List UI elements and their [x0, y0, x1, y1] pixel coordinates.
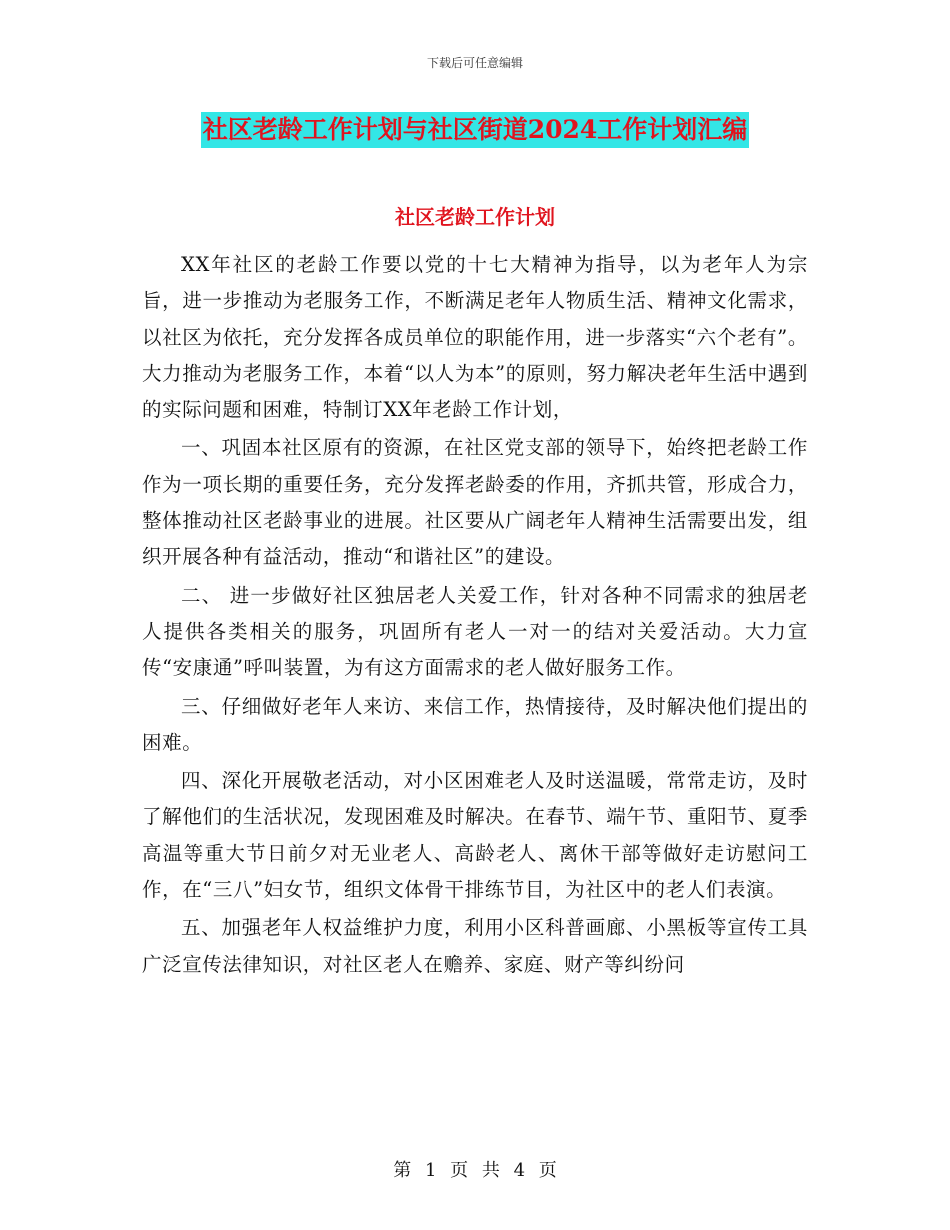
document-body	[142, 247, 808, 985]
footer-total-prefix: 共	[481, 1160, 500, 1181]
footer-suffix: 页	[538, 1160, 557, 1181]
paragraph-item-4: 四、深化开展敬老活动，对小区困难老人及时送温暖，常常走访，及时了解他们的生活状况，发现困难及时解决。在春节、端午节、重阳节、夏季高温等重大节日前夕对无业老人、高龄老人、离休干部等做好走访慰问工作，在“三八”妇女节，组织文体骨干排练节目，为社区中的老人们表演。	[142, 769, 808, 902]
paragraph-item-3: 三、仔细做好老年人来访、来信工作，热情接待，及时解决他们提出的困难。	[142, 694, 808, 754]
document-title-wrap	[0, 112, 950, 148]
footer-total-pages: 4	[513, 1160, 526, 1181]
paragraph-item-5: 五、加强老年人权益维护力度，利用小区科普画廊、小黑板等宣传工具广泛宣传法律知识，对社区老人在赡养、家庭、财产等纠纷问	[142, 916, 808, 976]
page-footer	[0, 1156, 950, 1182]
paragraph-item-2: 二、 进一步做好社区独居老人关爱工作，针对各种不同需求的独居老人提供各类相关的服务，巩固所有老人一对一的结对关爱活动。大力宣传“安康通”呼叫装置，为有这方面需求的老人做好服务工作。	[142, 583, 808, 680]
paragraph-intro: XX年社区的老龄工作要以党的十七大精神为指导，以为老年人为宗旨，进一步推动为老服务工作，不断满足老年人物质生活、精神文化需求，以社区为依托，充分发挥各成员单位的职能作用，进一步落实“六个老有”。大力推动为老服务工作，本着“以人为本”的原则，努力解决老年生活中遇到的实际问题和困难，特制订XX年老龄工作计划，	[142, 253, 808, 422]
footer-current-page: 1	[424, 1160, 437, 1181]
paragraph-item-1: 一、巩固本社区原有的资源，在社区党支部的领导下，始终把老龄工作作为一项长期的重要任务，充分发挥老龄委的作用，齐抓共管，形成合力，整体推动社区老龄事业的进展。社区要从广阔老年人精神生活需要出发，组织开展各种有益活动，推动“和谐社区”的建设。	[142, 436, 808, 569]
document-title: 社区老龄工作计划与社区街道2024工作计划汇编	[201, 112, 750, 148]
header-note: 下载后可任意编辑	[426, 56, 523, 70]
footer-page-word: 页	[450, 1160, 469, 1181]
footer-prefix: 第	[393, 1160, 412, 1181]
section-title: 社区老龄工作计划	[395, 205, 555, 229]
